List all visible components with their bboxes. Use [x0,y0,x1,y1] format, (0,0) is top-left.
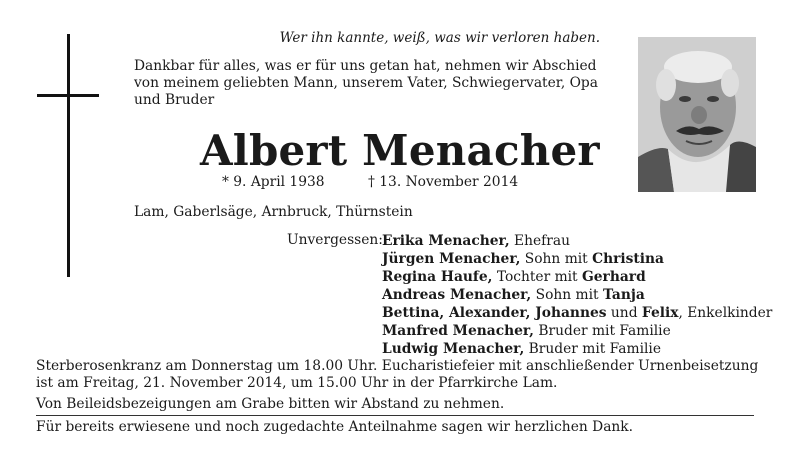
mourner-row: Jürgen Menacher, Sohn mit Christina [382,251,664,267]
cross-icon-vertical [67,34,70,277]
service-info [36,358,766,392]
intro-line: und Bruder [134,92,215,108]
divider [36,415,754,416]
info-line: ist am Freitag, 21. November 2014, um 15.00 Uhr in der Pfarrkirche Lam. [36,375,558,391]
intro-line: Dankbar für alles, was er für uns getan hat, nehmen wir Abschied [134,58,597,74]
mourner-row: Manfred Menacher, Bruder mit Familie [382,323,671,339]
places: Lam, Gaberlsäge, Arnbruck, Thürnstein [134,204,413,220]
birth-date: * 9. April 1938 [222,174,325,190]
mourner-row: Bettina, Alexander, Johannes und Felix, Enkelkinder [382,305,773,321]
mourner-row: Regina Haufe, Tochter mit Gerhard [382,269,646,285]
cross-icon-horizontal [37,94,99,97]
death-date: † 13. November 2014 [368,174,519,190]
thanks-note: Für bereits erwiesene und noch zugedachte Anteilnahme sagen wir herzlichen Dank. [36,419,634,435]
mourner-row: Erika Menacher, Ehefrau [382,233,570,249]
mourners-list [382,232,772,358]
mourner-row: Ludwig Menacher, Bruder mit Familie [382,341,662,357]
condolence-note: Von Beileidsbezeigungen am Grabe bitten wir Abstand zu nehmen. [36,396,505,412]
mourners-label: Unvergessen: [287,232,383,248]
info-line: Sterberosenkranz am Donnerstag um 18.00 Uhr. Eucharistiefeier mit anschließender Urnenbeisetzung [36,358,759,374]
deceased-name: Albert Menacher [200,126,600,175]
mourner-row: Andreas Menacher, Sohn mit Tanja [382,287,645,303]
motto: Wer ihn kannte, weiß, was wir verloren haben. [279,30,600,46]
intro-text [134,58,614,109]
portrait-photo [638,37,756,192]
intro-line: von meinem geliebten Mann, unserem Vater, Schwiegervater, Opa [134,75,598,91]
